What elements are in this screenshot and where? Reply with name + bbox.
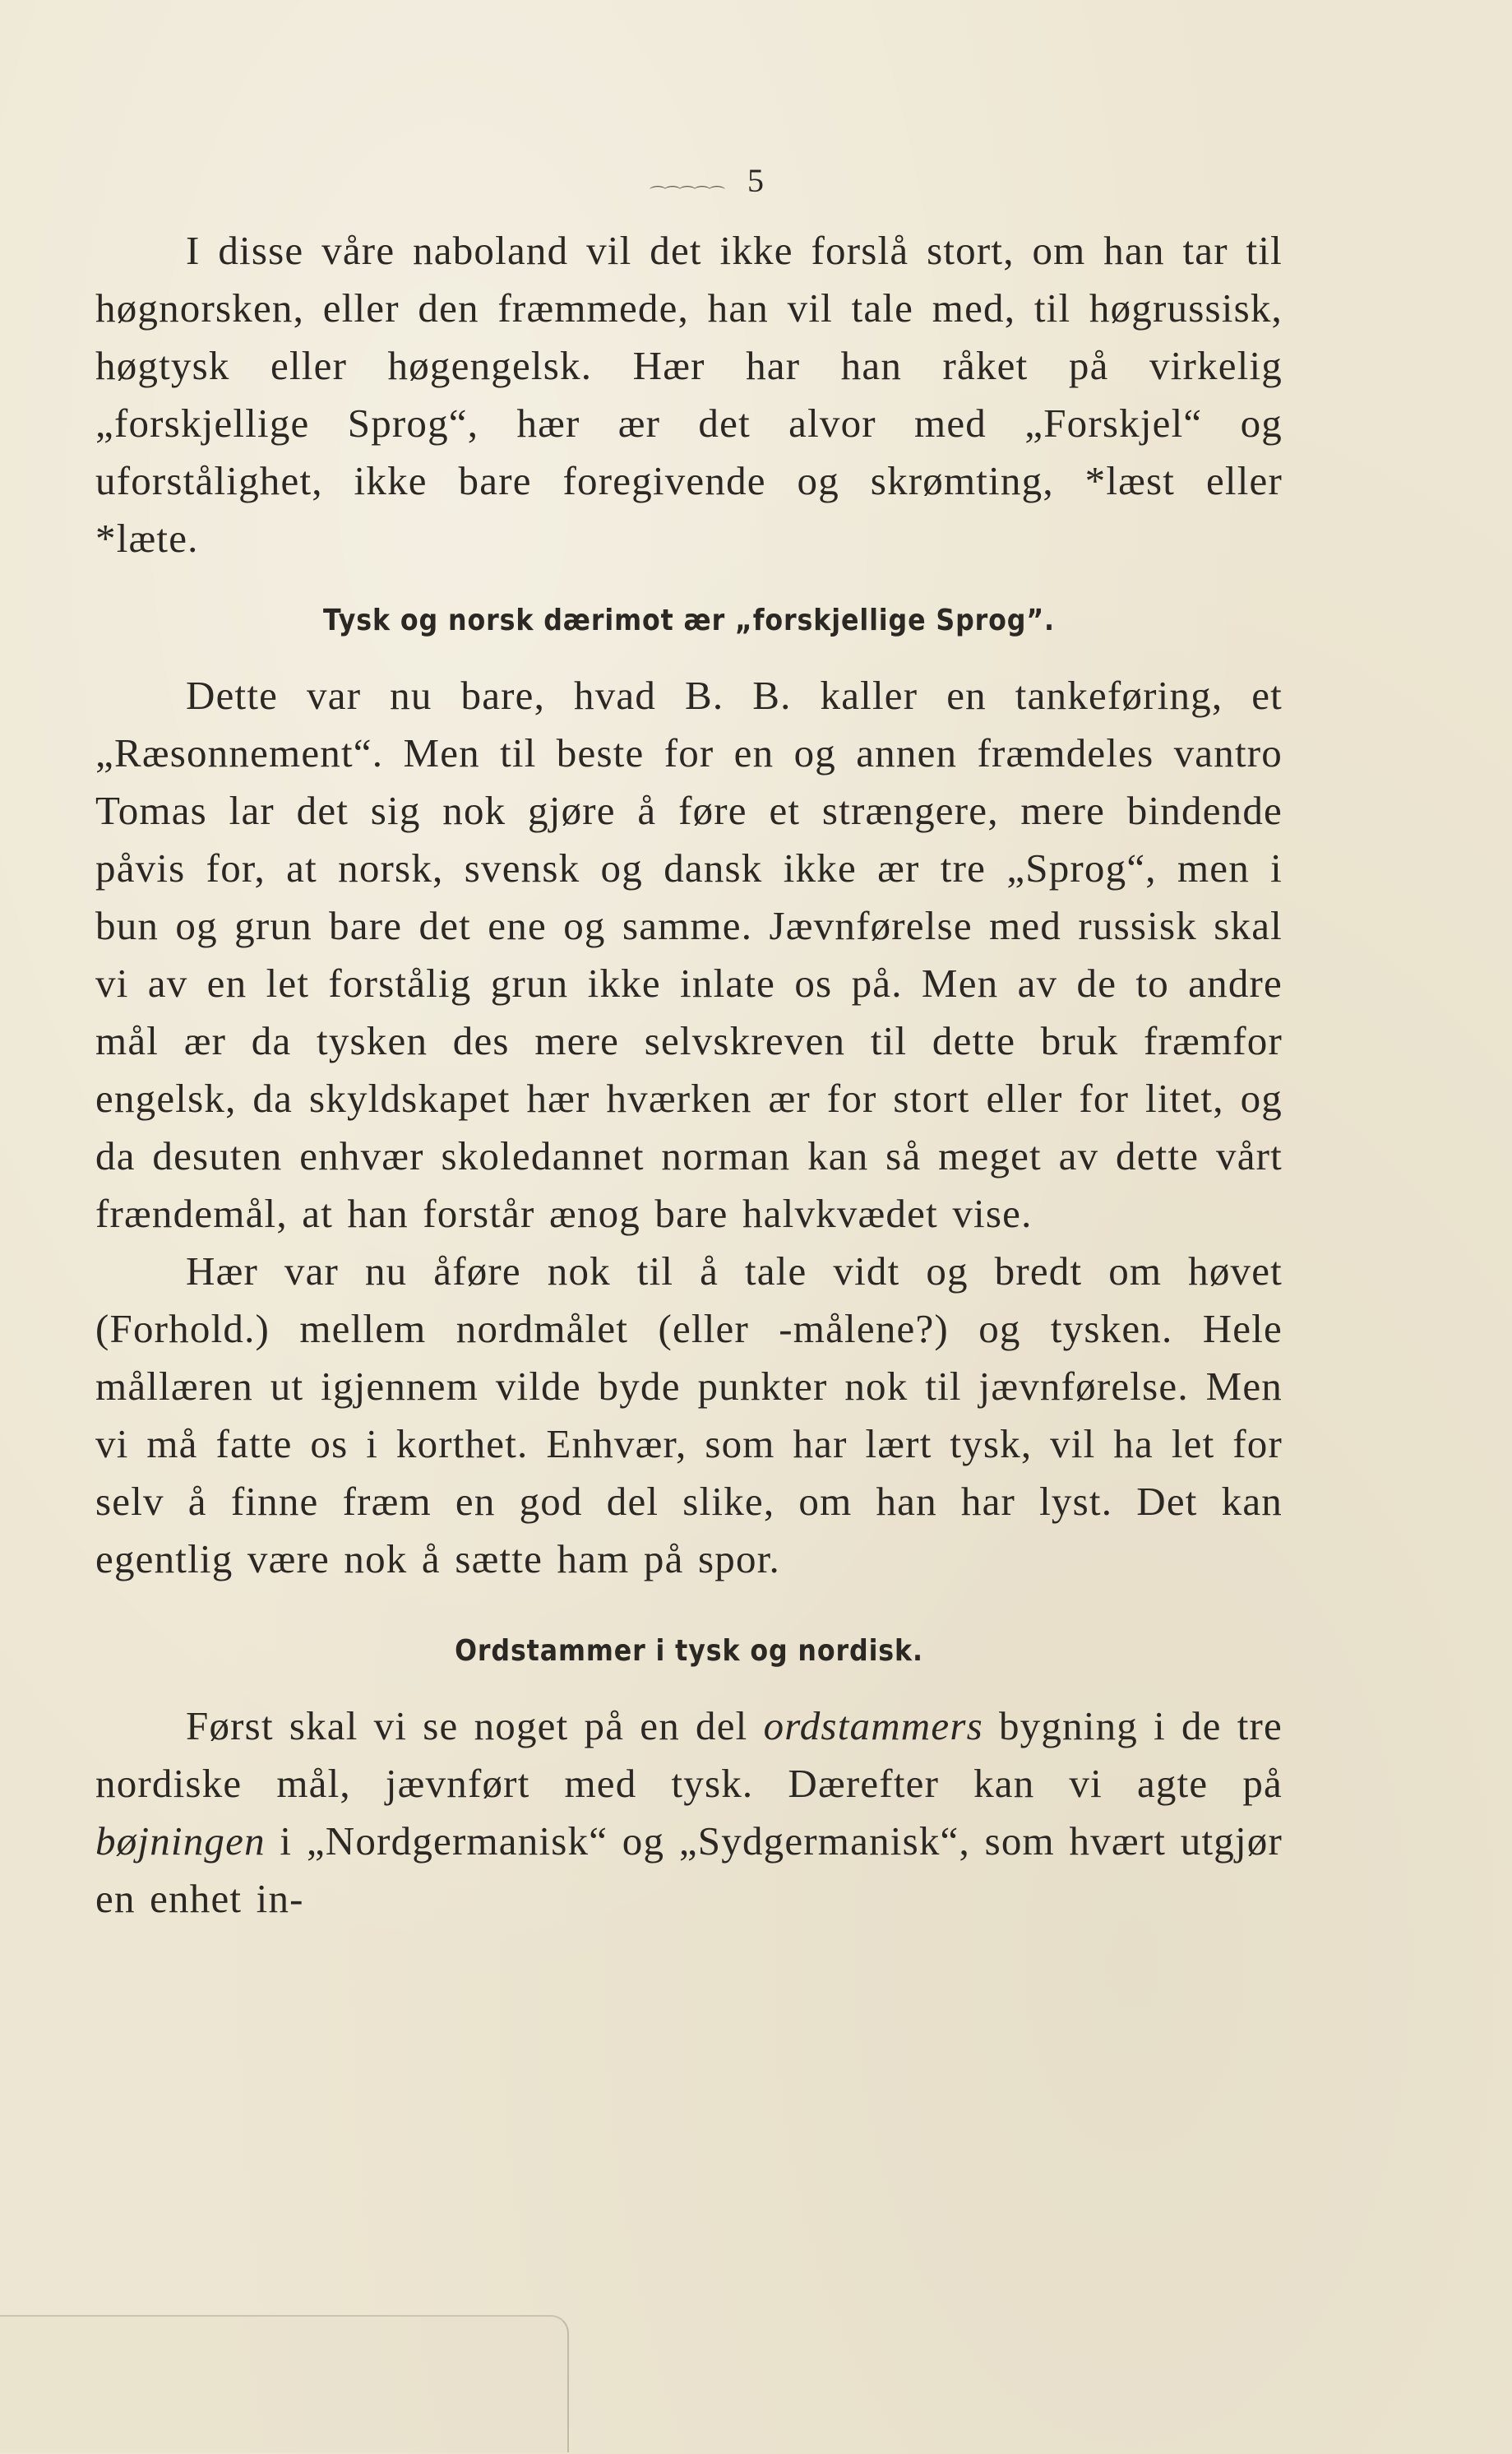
section-heading-ordstammer: Ordstammer i tysk og nordisk. xyxy=(455,1634,923,1668)
page-number-ornament: ⌒⌒⌒⌒⌒ xyxy=(650,184,724,204)
paragraph-4-text-a: Først skal vi se noget på en del xyxy=(186,1703,764,1748)
paragraph-4-text-b: bygning i de tre nordiske mål, jævnført med tysk. Dærefter kan vi agte på xyxy=(95,1703,1283,1806)
paragraph-2: Dette var nu bare, hvad B. B. kaller en tankeføring, et „Ræsonnement“. Men til beste for en og annen fræmdeles vantro Tomas lar det sig nok gjøre å føre et strængere, mere bindende påvis for, at norsk, svensk og dansk ikke ær tre „Sprog“, men i bun og grun bare det ene og samme. Jævnførelse med russisk skal vi av en let forstålig grun ikke inlate os på. Men av de to andre mål ær da tysken des mere selvskreven til dette bruk fræmfor engelsk, da skyldskapet hær hværken ær for stort eller for litet, og da desuten enhvær skoledannet norman kan så meget av dette vårt frændemål, at han forstår ænog bare halvkvædet vise. xyxy=(95,673,1283,1236)
emphasis-bojningen: bøjningen xyxy=(95,1818,266,1864)
section-heading-tysk-og-norsk: Tysk og norsk dærimot ær „forskjellige Sprog”. xyxy=(323,604,1055,637)
page-body xyxy=(95,222,1283,1928)
page-fold-edge xyxy=(0,2315,569,2452)
page-number: 5 xyxy=(747,162,765,199)
paragraph-3: Hær var nu åføre nok til å tale vidt og bredt om høvet (Forhold.) mellem nordmålet (eller -målene?) og tysken. Hele mållæren ut igjennem vilde byde punkter nok til jævnførelse. Men vi må fatte os i korthet. Enhvær, som har lært tysk, vil ha let for selv å finne fræm en god del slike, om han har lyst. Det kan egentlig være nok å sætte ham på spor. xyxy=(95,1248,1283,1581)
paragraph-4 xyxy=(95,1697,1283,1928)
paragraph-4-text-c: i „Nordgermanisk“ og „Sydgermanisk“, som hvært utgjør en enhet in- xyxy=(95,1818,1283,1921)
emphasis-ordstammers: ordstammers xyxy=(763,1703,983,1748)
paragraph-1: I disse våre naboland vil det ikke forslå stort, om han tar til høgnorsken, eller den fræmmede, han vil tale med, til høgrussisk, høgtysk eller høgengelsk. Hær har han råket på virkelig „forskjellige Sprog“, hær ær det alvor med „Forskjel“ og uforstålighet, ikke bare foregivende og skrømting, *læst eller *læte. xyxy=(95,228,1283,561)
